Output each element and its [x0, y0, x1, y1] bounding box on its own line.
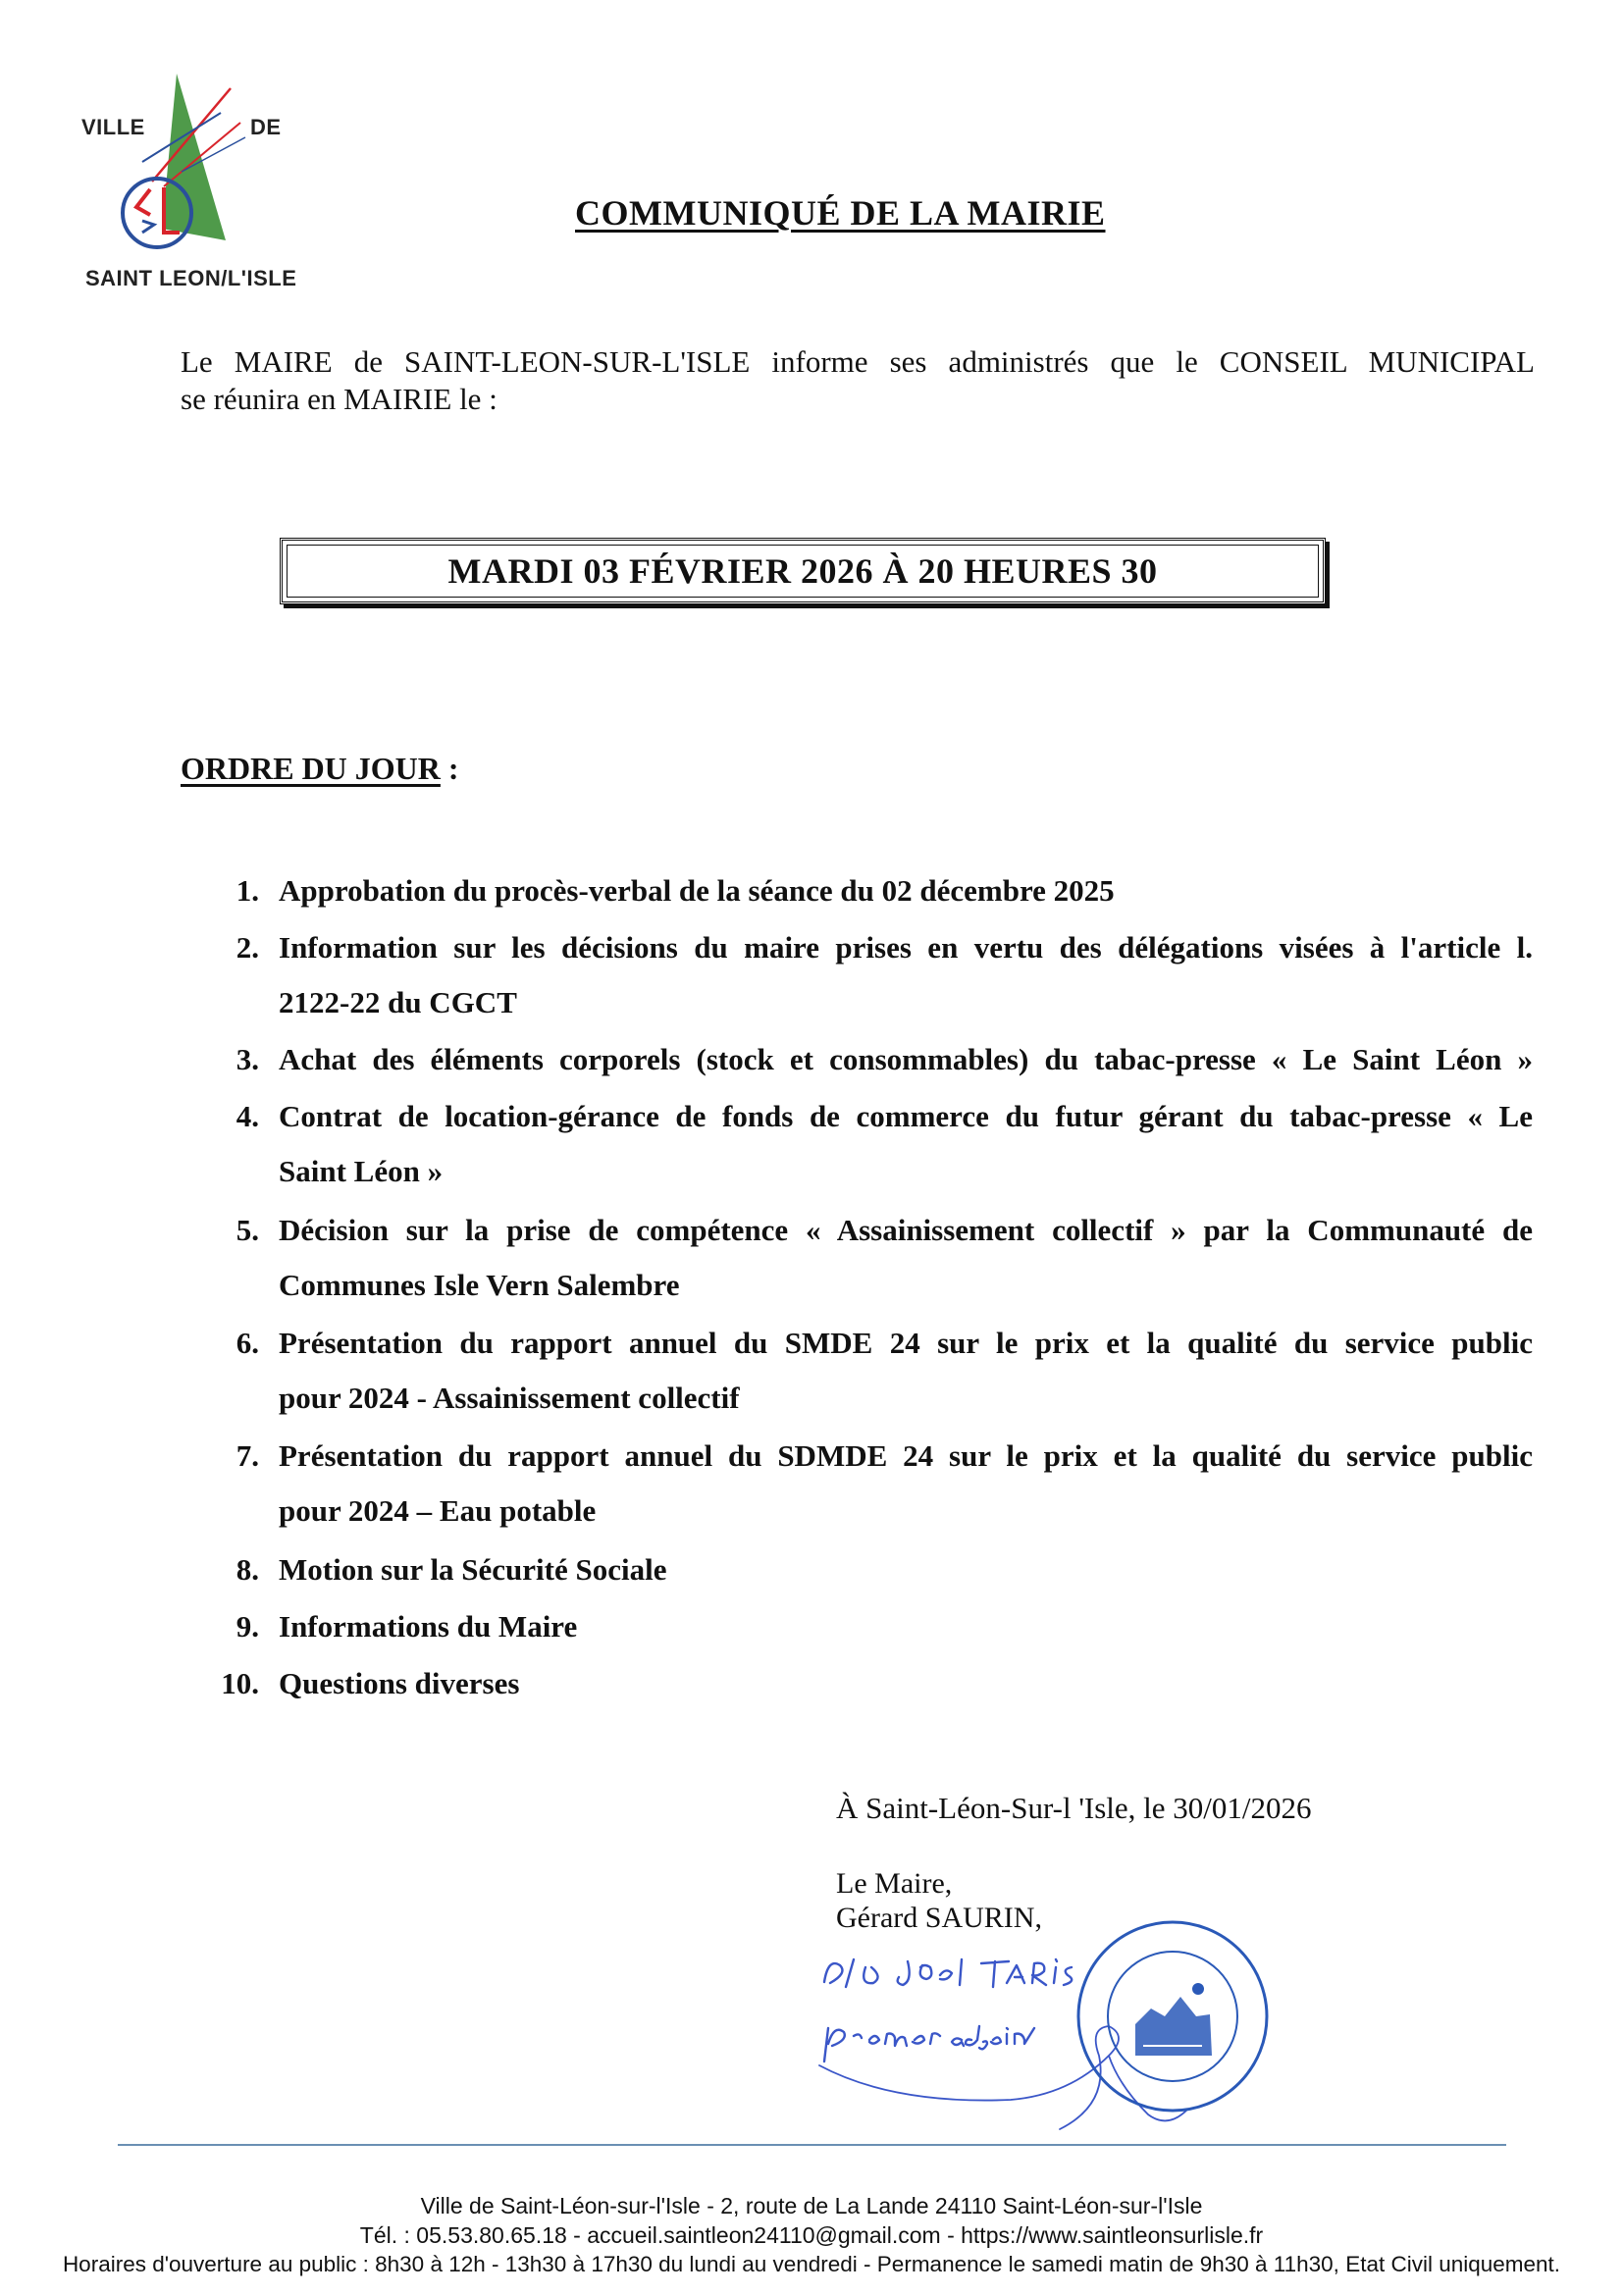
agenda-heading	[181, 751, 459, 787]
list-item-text: Motion sur la Sécurité Sociale	[279, 1552, 667, 1587]
footer-contact: Tél. : 05.53.80.65.18 - accueil.saintleon24110@gmail.com - https://www.saintleonsurlisle.fr	[359, 2222, 1264, 2248]
list-item-text-cont: pour 2024 - Assainissement collectif	[279, 1381, 740, 1415]
intro-line-2: se réunira en MAIRIE le :	[181, 382, 497, 416]
list-item-text-cont: 2122-22 du CGCT	[279, 985, 517, 1019]
signatory-role: Le Maire,	[836, 1867, 953, 1900]
signatory-name: Gérard SAURIN,	[836, 1902, 1042, 1934]
logo-word-ville: VILLE	[81, 115, 145, 139]
agenda-heading-colon: :	[440, 751, 459, 786]
logo-emblem-icon	[74, 64, 299, 299]
list-item-text: Questions diverses	[279, 1666, 520, 1700]
footer-address: Ville de Saint-Léon-sur-l'Isle - 2, route de La Lande 24110 Saint-Léon-sur-l'Isle	[420, 2193, 1203, 2218]
official-stamp-icon	[1074, 1918, 1271, 2114]
list-item-text-cont: pour 2024 – Eau potable	[279, 1493, 597, 1528]
list-item-text: Information sur les décisions du maire prises en vertu des délégations visées à l'article l.	[279, 930, 1533, 965]
mairie-stamp	[1074, 1918, 1271, 2114]
meeting-date-box	[280, 538, 1326, 604]
page-title: COMMUNIQUÉ DE LA MAIRIE	[575, 193, 1106, 233]
list-item-number: 7.	[236, 1438, 259, 1473]
intro-line-1: Le MAIRE de SAINT-LEON-SUR-L'ISLE informe ses administrés que le CONSEIL MUNICIPAL	[181, 344, 1535, 379]
list-item-number: 4.	[236, 1099, 259, 1133]
list-item-text: Informations du Maire	[279, 1609, 578, 1644]
list-item-number: 2.	[236, 930, 259, 965]
list-item-text: Achat des éléments corporels (stock et consommables) du tabac-presse « Le Saint Léon »	[279, 1042, 1533, 1076]
list-item-text: Présentation du rapport annuel du SDMDE 24 sur le prix et la qualité du service public	[279, 1438, 1533, 1473]
logo-word-town: SAINT LEON/L'ISLE	[85, 266, 297, 290]
list-item-text-cont: Saint Léon »	[279, 1154, 444, 1188]
list-item-text: Approbation du procès-verbal de la séance du 02 décembre 2025	[279, 873, 1115, 908]
signatory	[836, 1866, 1042, 1935]
list-item-text: Contrat de location-gérance de fonds de commerce du futur gérant du tabac-presse « Le	[279, 1099, 1533, 1133]
logo-word-de: DE	[250, 115, 282, 139]
list-item-number: 5.	[236, 1213, 259, 1247]
agenda-heading-text: ORDRE DU JOUR	[181, 751, 441, 786]
list-item-text-cont: Communes Isle Vern Salembre	[279, 1268, 680, 1302]
place-and-date: À Saint-Léon-Sur-l 'Isle, le 30/01/2026	[836, 1791, 1312, 1825]
list-item-number: 6.	[236, 1326, 259, 1360]
list-item-text: Décision sur la prise de compétence « Assainissement collectif » par la Communauté de	[279, 1213, 1533, 1247]
list-item-number: 10.	[221, 1666, 259, 1700]
town-logo	[74, 64, 299, 299]
list-item-number: 8.	[236, 1552, 259, 1587]
list-item-number: 1.	[236, 873, 259, 908]
list-item-number: 3.	[236, 1042, 259, 1076]
list-item-text: Présentation du rapport annuel du SMDE 24 sur le prix et la qualité du service public	[279, 1326, 1533, 1360]
footer-divider	[118, 2144, 1506, 2146]
meeting-date: MARDI 03 FÉVRIER 2026 À 20 HEURES 30	[447, 551, 1158, 591]
list-item-number: 9.	[236, 1609, 259, 1644]
intro-paragraph	[181, 343, 1535, 418]
footer-hours: Horaires d'ouverture au public : 8h30 à 12h - 13h30 à 17h30 du lundi au vendredi - Permanence le samedi matin de 9h30 à 11h30, Etat Civil uniquement.	[62, 2252, 1561, 2276]
